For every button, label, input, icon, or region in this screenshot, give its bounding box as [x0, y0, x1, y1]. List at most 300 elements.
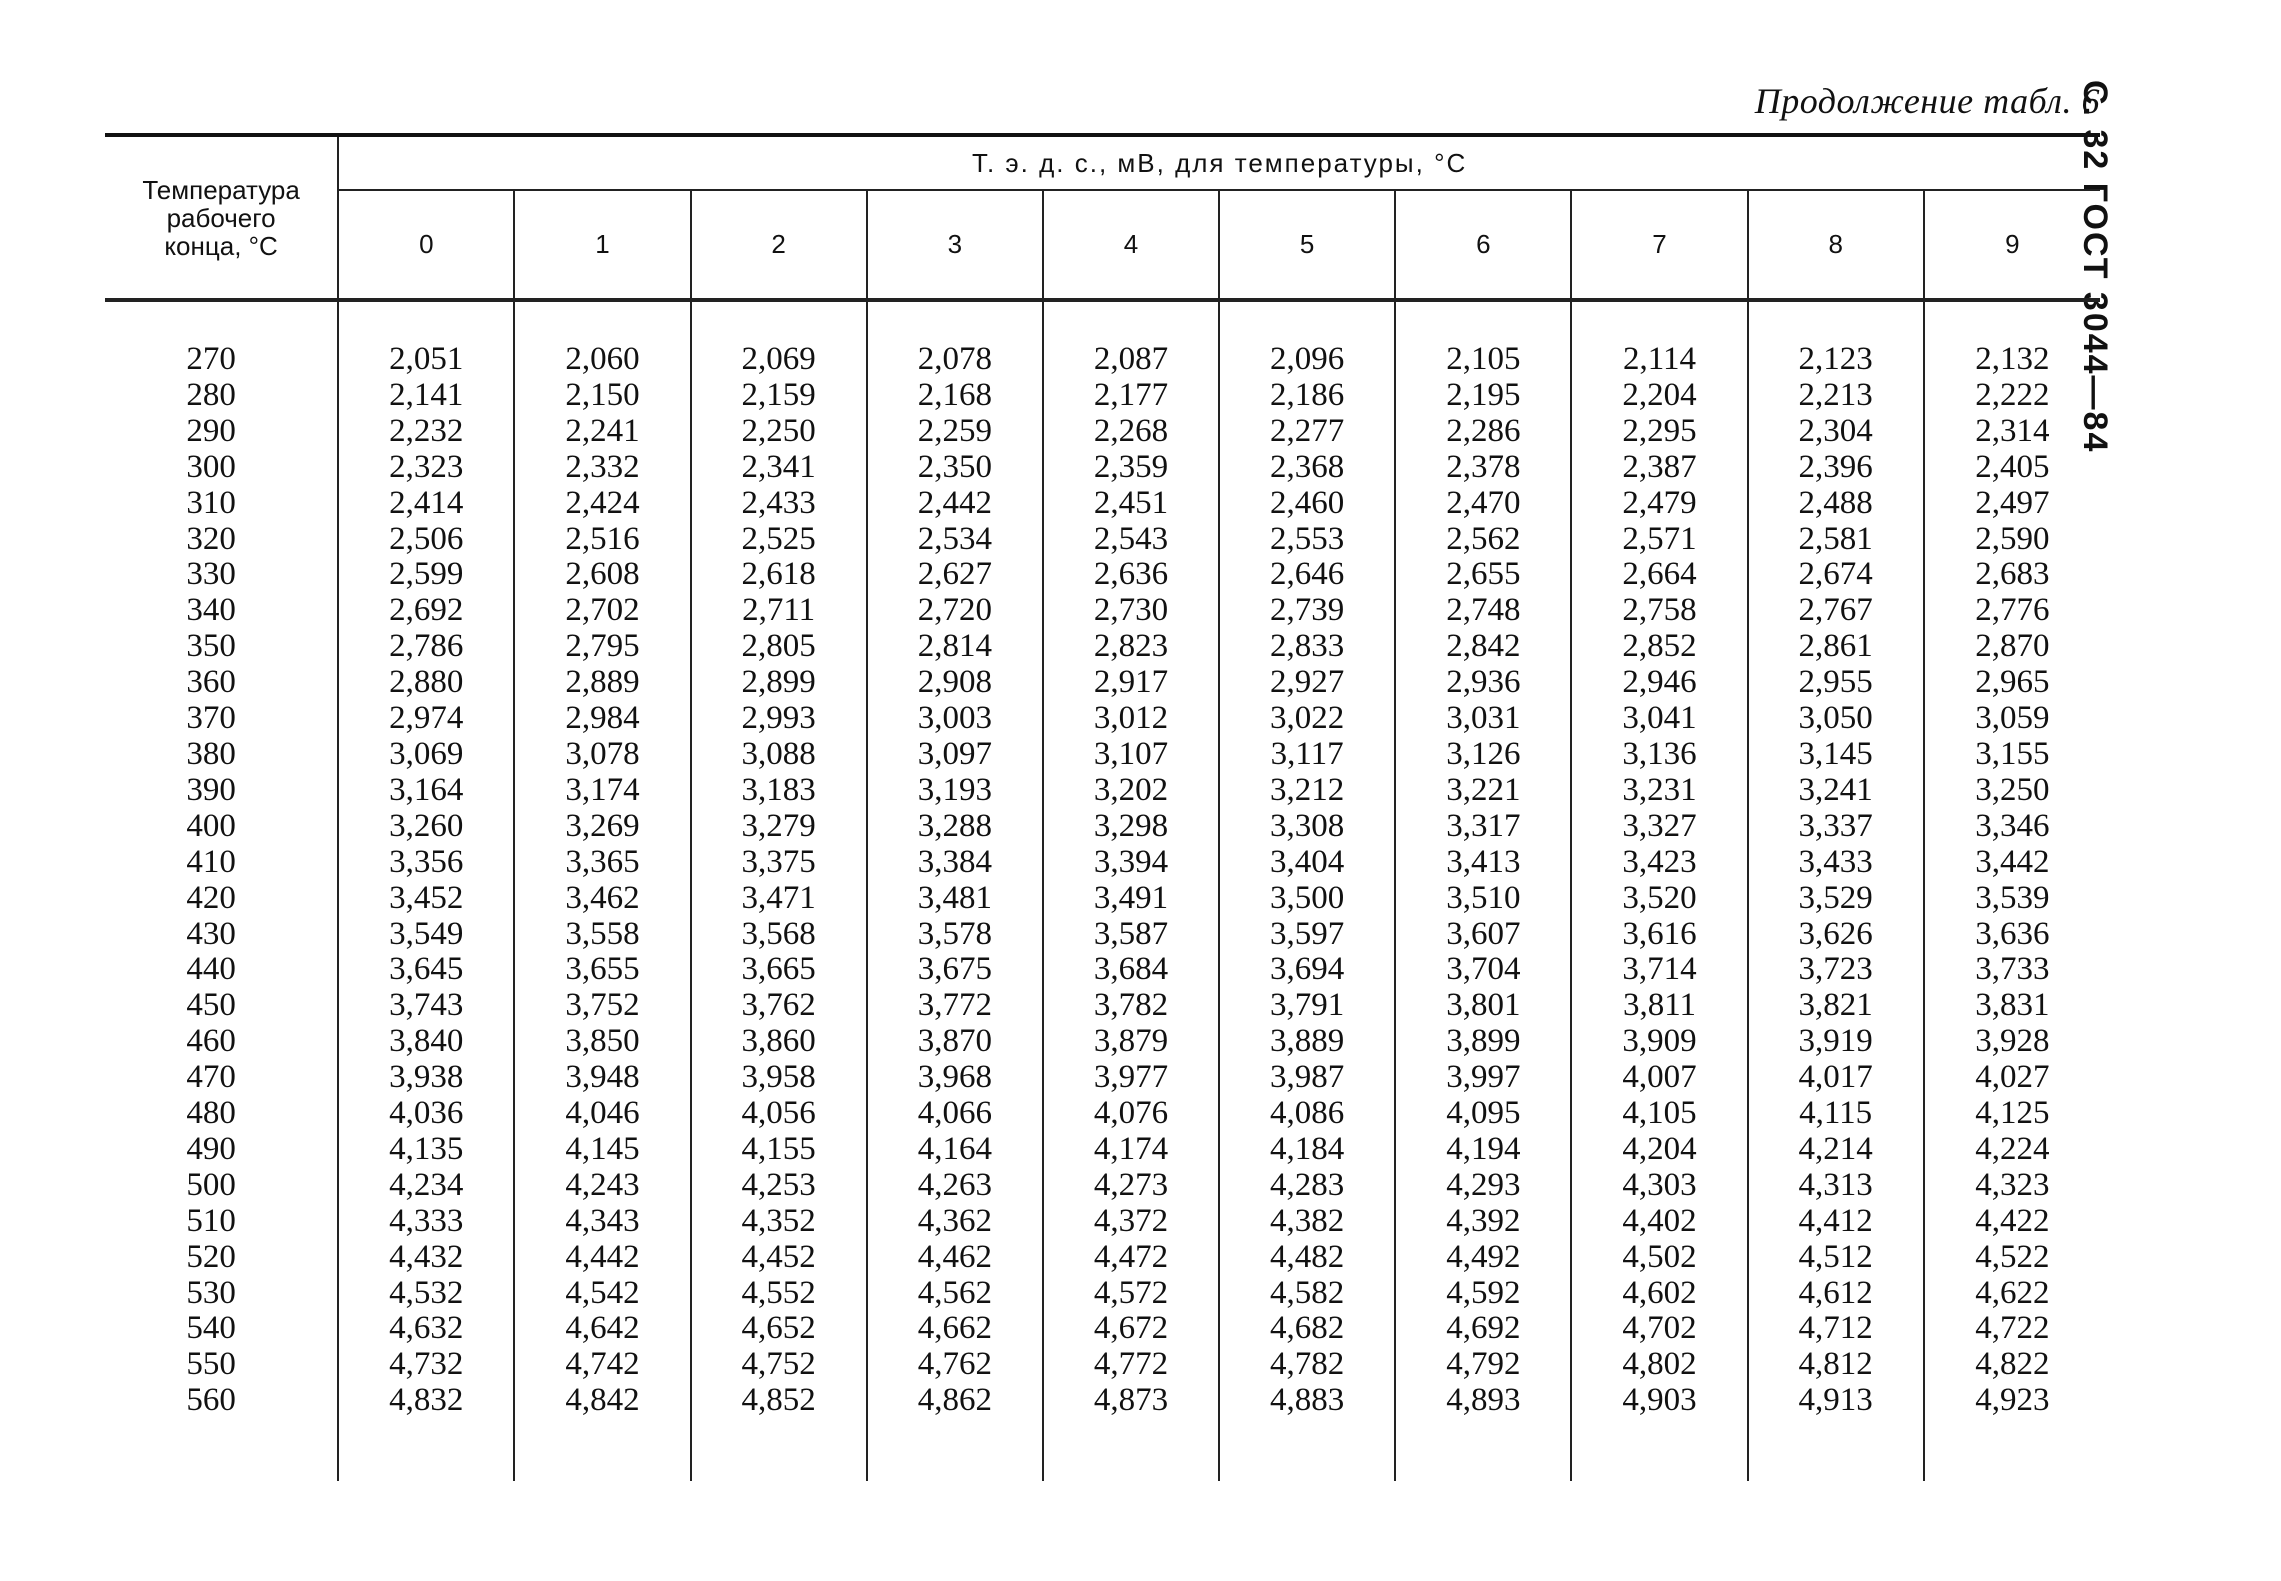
emf-value: 2,250 — [691, 414, 867, 450]
emf-value: 2,241 — [514, 414, 690, 450]
table-row — [105, 1383, 2100, 1419]
emf-value: 4,832 — [338, 1383, 514, 1419]
emf-value: 2,711 — [691, 593, 867, 629]
emf-value: 2,814 — [867, 629, 1043, 665]
standard-page-code: С. 32 ГОСТ 3044—84 — [2076, 80, 2114, 454]
emf-value: 4,742 — [514, 1347, 690, 1383]
table-row — [105, 1311, 2100, 1347]
emf-value: 2,442 — [867, 486, 1043, 522]
emf-value: 4,712 — [1748, 1311, 1924, 1347]
emf-value: 4,007 — [1571, 1060, 1747, 1096]
emf-value: 2,927 — [1219, 665, 1395, 701]
emf-value: 2,295 — [1571, 414, 1747, 450]
emf-value: 2,852 — [1571, 629, 1747, 665]
emf-value: 4,923 — [1975, 1382, 2050, 1419]
emf-value: 4,542 — [514, 1276, 690, 1312]
spacer-cell — [105, 1419, 338, 1481]
emf-value: 2,078 — [867, 342, 1043, 378]
emf-value: 2,861 — [1748, 629, 1924, 665]
table-row — [105, 1276, 2100, 1312]
emf-value: 2,378 — [1395, 450, 1571, 486]
emf-value: 3,279 — [691, 809, 867, 845]
emf-value: 2,341 — [691, 450, 867, 486]
emf-value: 2,984 — [514, 701, 690, 737]
table-row — [105, 1168, 2100, 1204]
emf-value: 4,343 — [514, 1204, 690, 1240]
emf-value: 3,260 — [338, 809, 514, 845]
emf-value: 4,105 — [1571, 1096, 1747, 1132]
emf-value: 3,607 — [1395, 917, 1571, 953]
emf-value: 4,852 — [691, 1383, 867, 1419]
emf-value: 2,581 — [1748, 522, 1924, 558]
emf-value: 3,791 — [1219, 988, 1395, 1024]
emf-value: 4,194 — [1395, 1132, 1571, 1168]
table-row — [105, 1347, 2100, 1383]
column-header: 6 — [1395, 190, 1571, 299]
emf-value: 4,125 — [1975, 1095, 2050, 1132]
emf-value: 4,782 — [1219, 1347, 1395, 1383]
emf-value: 3,183 — [691, 773, 867, 809]
row-temperature: 490 — [105, 1132, 338, 1168]
emf-value: 4,552 — [691, 1276, 867, 1312]
emf-value: 3,860 — [691, 1024, 867, 1060]
emf-value: 4,076 — [1043, 1096, 1219, 1132]
emf-value: 4,283 — [1219, 1168, 1395, 1204]
table-row — [105, 701, 2100, 737]
emf-value: 2,636 — [1043, 557, 1219, 593]
emf-value: 3,059 — [1975, 700, 2050, 737]
row-temperature: 480 — [105, 1096, 338, 1132]
emf-value: 4,642 — [514, 1311, 690, 1347]
table-row — [105, 1132, 2100, 1168]
emf-value: 4,056 — [691, 1096, 867, 1132]
spacer-cell — [1219, 1419, 1395, 1481]
emf-value: 4,602 — [1571, 1276, 1747, 1312]
emf-value: 3,529 — [1748, 881, 1924, 917]
emf-value: 2,776 — [1975, 592, 2050, 629]
row-temperature: 450 — [105, 988, 338, 1024]
column-header: 2 — [691, 190, 867, 299]
emf-value: 4,442 — [514, 1240, 690, 1276]
spacer-cell — [1043, 301, 1219, 342]
emf-value: 3,050 — [1748, 701, 1924, 737]
emf-value: 3,801 — [1395, 988, 1571, 1024]
emf-value: 3,003 — [867, 701, 1043, 737]
emf-value: 2,758 — [1571, 593, 1747, 629]
emf-value: 2,946 — [1571, 665, 1747, 701]
emf-value: 2,123 — [1748, 342, 1924, 378]
emf-value: 4,522 — [1975, 1238, 2050, 1275]
emf-value: 2,702 — [514, 593, 690, 629]
top-spacer-row — [105, 301, 2100, 342]
emf-value: 3,088 — [691, 737, 867, 773]
emf-value: 3,288 — [867, 809, 1043, 845]
emf-value: 3,782 — [1043, 988, 1219, 1024]
spacer-cell — [867, 1419, 1043, 1481]
emf-value: 2,268 — [1043, 414, 1219, 450]
emf-value: 3,317 — [1395, 809, 1571, 845]
emf-value: 2,387 — [1571, 450, 1747, 486]
row-header — [105, 137, 338, 299]
emf-value: 4,492 — [1395, 1240, 1571, 1276]
table-row — [105, 557, 2100, 593]
row-temperature: 560 — [105, 1383, 338, 1419]
emf-value: 2,608 — [514, 557, 690, 593]
emf-value: 3,031 — [1395, 701, 1571, 737]
table-row — [105, 773, 2100, 809]
emf-value: 3,212 — [1219, 773, 1395, 809]
spacer-cell — [1395, 301, 1571, 342]
emf-value: 4,017 — [1748, 1060, 1924, 1096]
row-temperature: 320 — [105, 522, 338, 558]
emf-value: 3,558 — [514, 917, 690, 953]
emf-value: 4,303 — [1571, 1168, 1747, 1204]
emf-value: 3,231 — [1571, 773, 1747, 809]
row-temperature: 290 — [105, 414, 338, 450]
emf-value: 3,762 — [691, 988, 867, 1024]
table-row — [105, 988, 2100, 1024]
emf-value: 4,652 — [691, 1311, 867, 1347]
emf-value: 3,164 — [338, 773, 514, 809]
emf-value: 3,375 — [691, 845, 867, 881]
emf-value: 3,879 — [1043, 1024, 1219, 1060]
emf-value: 3,694 — [1219, 952, 1395, 988]
row-temperature: 460 — [105, 1024, 338, 1060]
emf-value: 2,470 — [1395, 486, 1571, 522]
emf-value: 3,752 — [514, 988, 690, 1024]
emf-value: 2,150 — [514, 378, 690, 414]
emf-value: 3,193 — [867, 773, 1043, 809]
emf-value: 3,394 — [1043, 845, 1219, 881]
column-header-row — [105, 190, 2100, 299]
row-header-line: Температура — [142, 174, 300, 205]
row-temperature: 520 — [105, 1240, 338, 1276]
emf-value: 2,359 — [1043, 450, 1219, 486]
emf-value: 4,046 — [514, 1096, 690, 1132]
emf-value: 4,822 — [1975, 1346, 2050, 1383]
table-row — [105, 450, 2100, 486]
emf-value: 3,968 — [867, 1060, 1043, 1096]
emf-value: 2,720 — [867, 593, 1043, 629]
emf-value: 3,831 — [1975, 987, 2050, 1024]
emf-value: 2,186 — [1219, 378, 1395, 414]
emf-value: 3,549 — [338, 917, 514, 953]
emf-value: 4,352 — [691, 1204, 867, 1240]
emf-value: 3,041 — [1571, 701, 1747, 737]
emf-value: 3,684 — [1043, 952, 1219, 988]
table-row — [105, 593, 2100, 629]
emf-value: 2,553 — [1219, 522, 1395, 558]
emf-value: 2,618 — [691, 557, 867, 593]
emf-value: 4,224 — [1975, 1130, 2050, 1167]
row-temperature: 370 — [105, 701, 338, 737]
row-temperature: 380 — [105, 737, 338, 773]
emf-value: 3,500 — [1219, 881, 1395, 917]
emf-value: 2,664 — [1571, 557, 1747, 593]
emf-value: 4,066 — [867, 1096, 1043, 1132]
emf-value: 3,987 — [1219, 1060, 1395, 1096]
emf-value: 4,204 — [1571, 1132, 1747, 1168]
emf-value: 2,277 — [1219, 414, 1395, 450]
emf-value: 2,786 — [338, 629, 514, 665]
emf-value: 3,714 — [1571, 952, 1747, 988]
emf-value: 4,234 — [338, 1168, 514, 1204]
emf-value: 3,938 — [338, 1060, 514, 1096]
spacer-cell — [514, 301, 690, 342]
emf-value: 4,452 — [691, 1240, 867, 1276]
table-row — [105, 1204, 2100, 1240]
column-header: 9 — [2005, 229, 2020, 259]
emf-value: 3,241 — [1748, 773, 1924, 809]
table-row — [105, 378, 2100, 414]
emf-value: 4,612 — [1748, 1276, 1924, 1312]
emf-value: 4,512 — [1748, 1240, 1924, 1276]
emf-value: 2,627 — [867, 557, 1043, 593]
spacer-cell — [1219, 301, 1395, 342]
emf-value: 3,645 — [338, 952, 514, 988]
emf-value: 4,027 — [1975, 1059, 2050, 1096]
emf-value: 2,525 — [691, 522, 867, 558]
emf-value: 4,174 — [1043, 1132, 1219, 1168]
emf-value: 3,327 — [1571, 809, 1747, 845]
bottom-spacer-row — [105, 1419, 2100, 1481]
spacer-cell — [1395, 1419, 1571, 1481]
emf-value: 2,368 — [1219, 450, 1395, 486]
emf-value: 4,432 — [338, 1240, 514, 1276]
emf-value: 3,616 — [1571, 917, 1747, 953]
emf-value: 2,516 — [514, 522, 690, 558]
emf-value: 3,870 — [867, 1024, 1043, 1060]
emf-value: 3,462 — [514, 881, 690, 917]
row-temperature: 280 — [105, 378, 338, 414]
emf-value: 2,177 — [1043, 378, 1219, 414]
emf-value: 3,733 — [1975, 951, 2050, 988]
emf-value: 3,022 — [1219, 701, 1395, 737]
emf-value: 3,510 — [1395, 881, 1571, 917]
emf-value: 2,259 — [867, 414, 1043, 450]
emf-value: 3,413 — [1395, 845, 1571, 881]
emf-value: 4,792 — [1395, 1347, 1571, 1383]
emf-value: 2,479 — [1571, 486, 1747, 522]
emf-value: 2,232 — [338, 414, 514, 450]
row-temperature: 470 — [105, 1060, 338, 1096]
emf-value: 2,889 — [514, 665, 690, 701]
row-temperature: 430 — [105, 917, 338, 953]
span-header: Т. э. д. с., мВ, для температуры, °С — [338, 137, 2100, 190]
emf-value: 4,913 — [1748, 1383, 1924, 1419]
emf-value: 2,655 — [1395, 557, 1571, 593]
emf-value: 2,168 — [867, 378, 1043, 414]
emf-value: 2,993 — [691, 701, 867, 737]
emf-value: 3,481 — [867, 881, 1043, 917]
emf-value: 4,842 — [514, 1383, 690, 1419]
table-row — [105, 845, 2100, 881]
emf-value: 2,396 — [1748, 450, 1924, 486]
emf-value: 3,107 — [1043, 737, 1219, 773]
emf-value: 3,221 — [1395, 773, 1571, 809]
emf-value: 3,821 — [1748, 988, 1924, 1024]
emf-value: 4,155 — [691, 1132, 867, 1168]
table-row — [105, 1060, 2100, 1096]
emf-value: 3,126 — [1395, 737, 1571, 773]
emf-value: 2,974 — [338, 701, 514, 737]
emf-value: 3,919 — [1748, 1024, 1924, 1060]
emf-value: 2,767 — [1748, 593, 1924, 629]
emf-value: 4,036 — [338, 1096, 514, 1132]
emf-value: 2,534 — [867, 522, 1043, 558]
emf-value: 4,732 — [338, 1347, 514, 1383]
emf-value: 3,491 — [1043, 881, 1219, 917]
emf-value: 3,723 — [1748, 952, 1924, 988]
row-temperature: 300 — [105, 450, 338, 486]
emf-value: 3,743 — [338, 988, 514, 1024]
emf-value: 3,948 — [514, 1060, 690, 1096]
emf-value: 3,597 — [1219, 917, 1395, 953]
emf-value: 2,683 — [1975, 556, 2050, 593]
emf-value: 4,472 — [1043, 1240, 1219, 1276]
emf-value: 2,488 — [1748, 486, 1924, 522]
emf-value: 3,850 — [514, 1024, 690, 1060]
row-temperature: 510 — [105, 1204, 338, 1240]
emf-value: 2,141 — [338, 378, 514, 414]
row-temperature: 360 — [105, 665, 338, 701]
emf-value: 2,805 — [691, 629, 867, 665]
table-row — [105, 952, 2100, 988]
emf-value: 4,482 — [1219, 1240, 1395, 1276]
row-temperature: 400 — [105, 809, 338, 845]
emf-value: 4,692 — [1395, 1311, 1571, 1347]
emf-value: 4,572 — [1043, 1276, 1219, 1312]
emf-value: 3,665 — [691, 952, 867, 988]
table-row — [105, 737, 2100, 773]
table-row — [105, 881, 2100, 917]
emf-value: 4,682 — [1219, 1311, 1395, 1347]
emf-value: 3,636 — [1975, 915, 2050, 952]
table-row — [105, 486, 2100, 522]
spacer-cell — [1043, 1419, 1219, 1481]
emf-value: 3,539 — [1975, 879, 2050, 916]
emf-value: 2,159 — [691, 378, 867, 414]
emf-value: 4,752 — [691, 1347, 867, 1383]
emf-value: 3,433 — [1748, 845, 1924, 881]
emf-value: 2,936 — [1395, 665, 1571, 701]
emf-value: 2,543 — [1043, 522, 1219, 558]
emf-value: 2,646 — [1219, 557, 1395, 593]
table-row — [105, 414, 2100, 450]
table-row — [105, 1024, 2100, 1060]
spacer-cell — [1748, 1419, 1924, 1481]
column-header: 4 — [1043, 190, 1219, 299]
table-row — [105, 917, 2100, 953]
emf-value: 2,132 — [1975, 341, 2050, 377]
emf-value: 3,626 — [1748, 917, 1924, 953]
spacer-cell — [867, 301, 1043, 342]
emf-value: 2,060 — [514, 342, 690, 378]
emf-value: 2,730 — [1043, 593, 1219, 629]
emf-value: 4,903 — [1571, 1383, 1747, 1419]
spacer-cell — [1924, 301, 2100, 342]
emf-value: 4,392 — [1395, 1204, 1571, 1240]
emf-value: 3,174 — [514, 773, 690, 809]
emf-value: 2,870 — [1975, 628, 2050, 665]
emf-value: 4,662 — [867, 1311, 1043, 1347]
emf-value: 3,587 — [1043, 917, 1219, 953]
emf-value: 2,795 — [514, 629, 690, 665]
table-body — [105, 299, 2100, 1481]
row-temperature: 310 — [105, 486, 338, 522]
spacer-cell — [1571, 1419, 1747, 1481]
table-row — [105, 522, 2100, 558]
emf-value: 2,497 — [1975, 484, 2050, 521]
emf-value: 4,722 — [1975, 1310, 2050, 1347]
table-row — [105, 629, 2100, 665]
emf-value: 3,365 — [514, 845, 690, 881]
row-temperature: 270 — [105, 342, 338, 378]
emf-value: 3,202 — [1043, 773, 1219, 809]
emf-value: 3,078 — [514, 737, 690, 773]
emf-value: 3,308 — [1219, 809, 1395, 845]
row-temperature: 500 — [105, 1168, 338, 1204]
emf-value: 3,977 — [1043, 1060, 1219, 1096]
emf-value: 2,433 — [691, 486, 867, 522]
emf-value: 4,164 — [867, 1132, 1043, 1168]
emf-value: 3,117 — [1219, 737, 1395, 773]
emf-value: 3,578 — [867, 917, 1043, 953]
emf-value: 2,405 — [1975, 448, 2050, 485]
emf-value: 2,917 — [1043, 665, 1219, 701]
emf-value: 4,632 — [338, 1311, 514, 1347]
emf-value: 4,562 — [867, 1276, 1043, 1312]
emf-value: 4,086 — [1219, 1096, 1395, 1132]
emf-value: 3,404 — [1219, 845, 1395, 881]
emf-value: 2,880 — [338, 665, 514, 701]
emf-value: 2,955 — [1748, 665, 1924, 701]
emf-value: 3,928 — [1975, 1023, 2050, 1060]
emf-value: 3,889 — [1219, 1024, 1395, 1060]
emf-value: 4,313 — [1748, 1168, 1924, 1204]
emf-value: 2,599 — [338, 557, 514, 593]
emf-value: 2,105 — [1395, 342, 1571, 378]
column-header: 5 — [1219, 190, 1395, 299]
column-header: 7 — [1571, 190, 1747, 299]
row-temperature: 550 — [105, 1347, 338, 1383]
emf-value: 4,532 — [338, 1276, 514, 1312]
emf-value: 2,304 — [1748, 414, 1924, 450]
emf-value: 4,812 — [1748, 1347, 1924, 1383]
emf-value: 2,204 — [1571, 378, 1747, 414]
emf-value: 2,087 — [1043, 342, 1219, 378]
emf-value: 2,323 — [338, 450, 514, 486]
spacer-cell — [1571, 301, 1747, 342]
emf-value: 3,097 — [867, 737, 1043, 773]
emf-value: 3,520 — [1571, 881, 1747, 917]
spacer-cell — [1748, 301, 1924, 342]
emf-value: 2,213 — [1748, 378, 1924, 414]
emf-value: 3,840 — [338, 1024, 514, 1060]
emf-value: 3,423 — [1571, 845, 1747, 881]
emf-value: 2,674 — [1748, 557, 1924, 593]
emf-value: 4,702 — [1571, 1311, 1747, 1347]
emf-value: 4,592 — [1395, 1276, 1571, 1312]
row-temperature: 540 — [105, 1311, 338, 1347]
row-temperature: 330 — [105, 557, 338, 593]
emf-value: 3,675 — [867, 952, 1043, 988]
emf-value: 4,362 — [867, 1204, 1043, 1240]
emf-value: 3,909 — [1571, 1024, 1747, 1060]
emf-value: 2,314 — [1975, 412, 2050, 449]
emf-value: 3,704 — [1395, 952, 1571, 988]
table-row — [105, 809, 2100, 845]
